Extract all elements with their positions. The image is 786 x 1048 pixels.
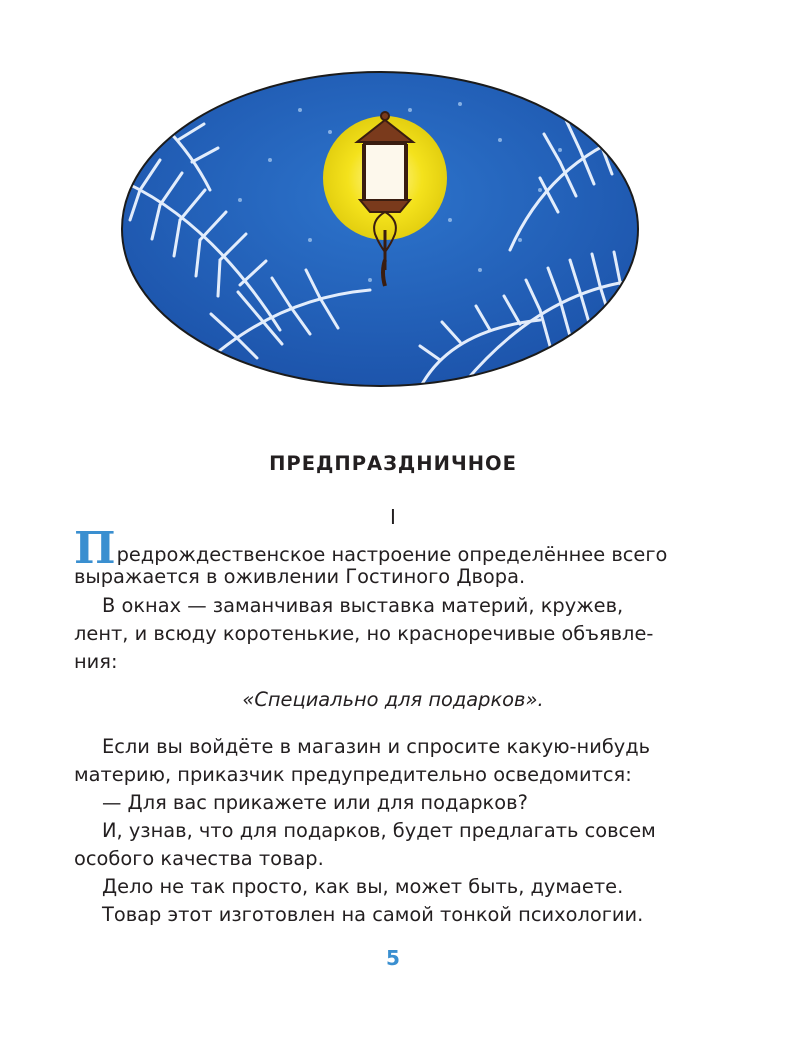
- paragraph-7: Товар этот изготовлен на самой тонкой психологии.: [102, 903, 644, 926]
- paragraph-5-line-1: И, узнав, что для подарков, будет предлагать совсем: [102, 819, 656, 842]
- chapter-heading: ПРЕДПРАЗДНИЧНОЕ: [269, 452, 517, 475]
- paragraph-2-line-3: ния:: [74, 650, 118, 673]
- paragraph-2-line-2: лент, и всюду коротенькие, но красноречивые объявле-: [74, 622, 654, 645]
- paragraph-1-line-2: выражается в оживлении Гостиного Двора.: [74, 565, 526, 588]
- paragraph-2: [74, 592, 690, 676]
- paragraph-3-line-2: материю, приказчик предупредительно осведомится:: [74, 763, 632, 786]
- paragraph-2-line-1: В окнах — заманчивая выставка материй, кружев,: [102, 594, 624, 617]
- paragraph-1-line-1: Предрождественское настроение определённее всего: [74, 523, 668, 574]
- paragraph-6: Дело не так просто, как вы, может быть, думаете.: [102, 875, 624, 898]
- paragraph-3-line-1: Если вы войдёте в магазин и спросите какую-нибудь: [102, 735, 651, 758]
- paragraph-5: [74, 817, 690, 873]
- epigraph: «Специально для подарков».: [242, 688, 544, 711]
- paragraph-1: [74, 523, 690, 591]
- paragraph-5-line-2: особого качества товар.: [74, 847, 324, 870]
- page-number: 5: [386, 946, 400, 970]
- paragraph-3: [74, 733, 690, 789]
- lantern-illustration: [120, 70, 640, 388]
- drop-cap: П: [74, 523, 116, 574]
- paragraph-4: — Для вас прикажете или для подарков?: [102, 791, 528, 814]
- chapter-numeral: I: [390, 505, 396, 529]
